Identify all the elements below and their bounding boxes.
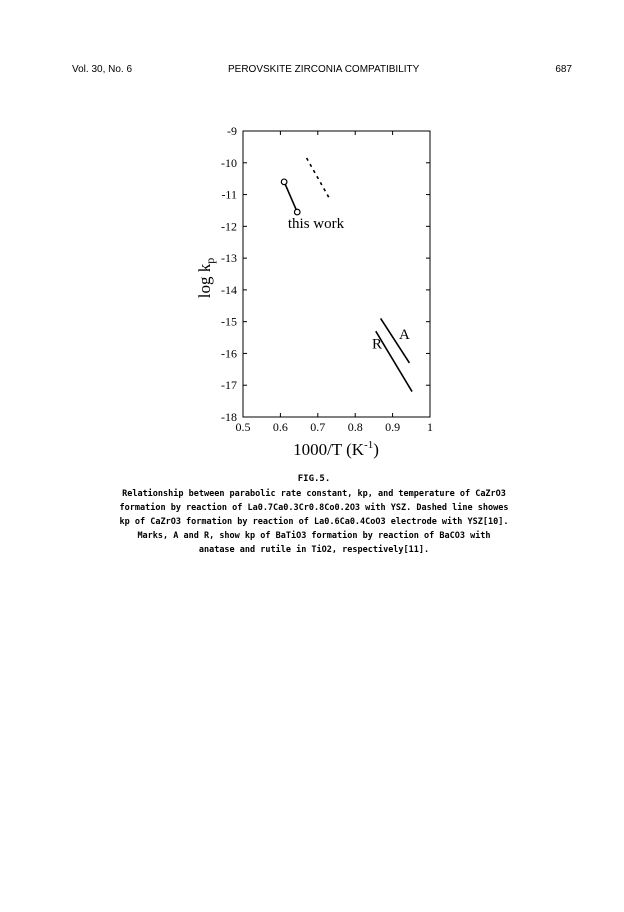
running-title: PEROVSKITE ZIRCONIA COMPATIBILITY: [228, 64, 420, 75]
y-tick-label: -17: [221, 378, 237, 393]
y-tick-label: -12: [221, 219, 237, 234]
caption-line: anatase and rutile in TiO2, respectively[11].: [198, 545, 430, 555]
caption-line: Marks, A and R, show kp of BaTiO3 formation by reaction of BaCO3 with: [137, 531, 491, 541]
y-tick-label: -18: [221, 410, 237, 424]
figure-label: FIG.5.: [297, 474, 331, 484]
series-annotation: this work: [287, 215, 345, 232]
data-point: [281, 179, 287, 185]
caption-line: Relationship between parabolic rate constant, kp, and temperature of CaZrO3: [122, 489, 506, 499]
caption-line: formation by reaction of La0.7Ca0.3Cr0.8Co0.2O3 with YSZ. Dashed line showes: [119, 503, 509, 513]
y-tick-label: -13: [221, 251, 237, 266]
y-tick-label: -9: [227, 124, 237, 138]
y-tick-label: -15: [221, 314, 237, 329]
page-number: 687: [555, 64, 572, 75]
y-axis-label: $\log k_p$: [195, 257, 217, 299]
series-annotation: R: [372, 336, 383, 353]
caption-line: kp of CaZrO3 formation by reaction of La0.6Ca0.4CoO3 electrode with YSZ[10].: [119, 517, 509, 527]
series-line: [307, 158, 329, 198]
x-tick-label: 0.5: [235, 420, 251, 434]
figure-caption: [60, 487, 568, 557]
data-point: [294, 209, 300, 215]
y-tick-label: -11: [221, 187, 237, 202]
journal-volume: Vol. 30, No. 6: [72, 64, 133, 75]
y-tick-label: -14: [221, 282, 237, 297]
x-tick-label: 0.8: [347, 420, 363, 434]
series-line: [284, 182, 297, 212]
y-tick-label: -10: [221, 155, 237, 170]
x-tick-label: 0.7: [310, 420, 326, 434]
series-annotation: A: [398, 327, 410, 344]
x-tick-label: 0.9: [385, 420, 401, 434]
x-tick-label: 0.6: [272, 420, 288, 434]
y-tick-label: -16: [221, 346, 237, 361]
x-tick-label: 1: [427, 420, 433, 434]
x-axis-label: 1000/T $(K^{-1})$: [293, 439, 379, 459]
